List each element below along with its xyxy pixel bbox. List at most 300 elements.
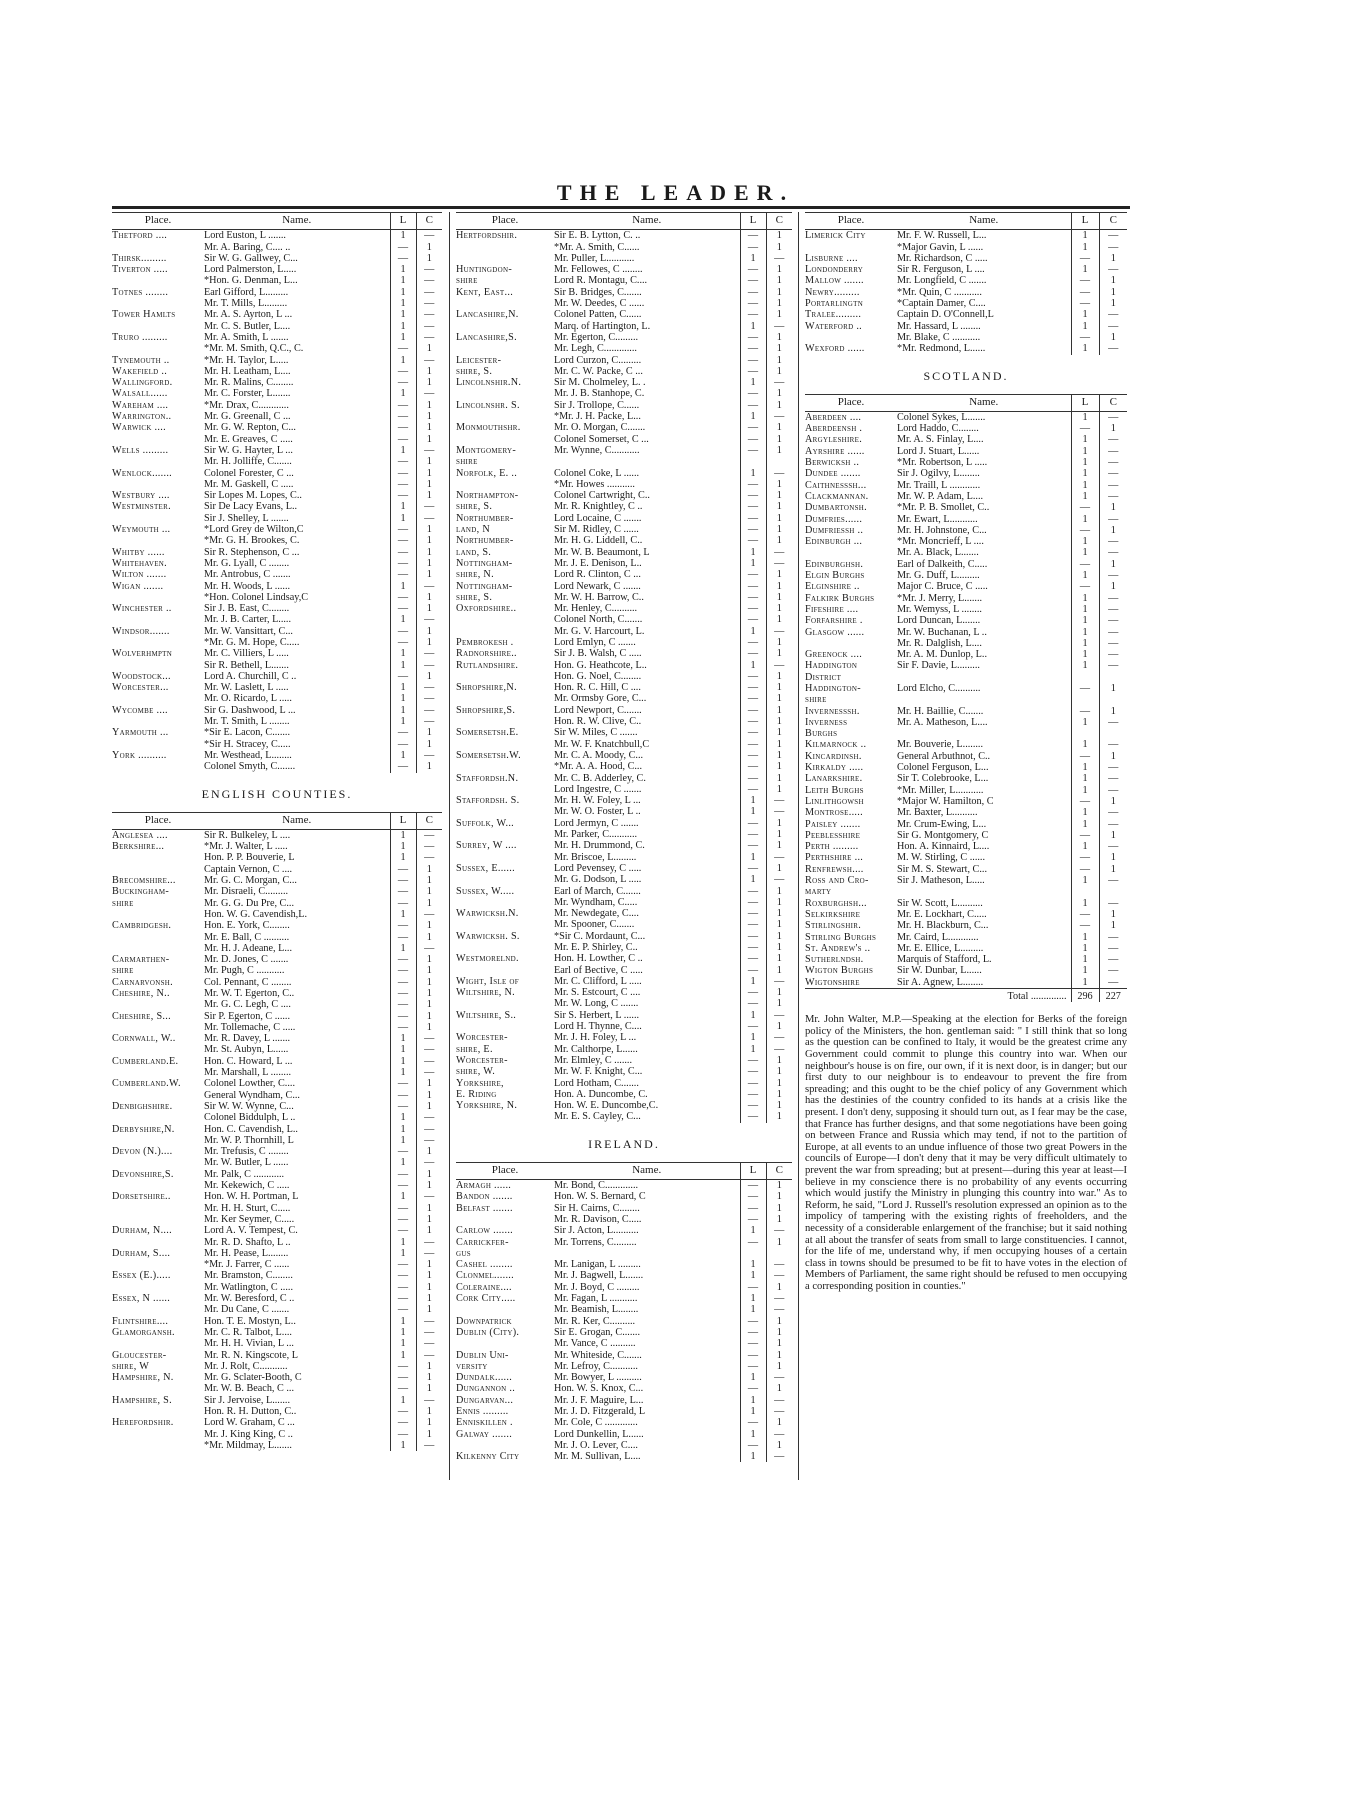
row-c: 1 (766, 886, 792, 897)
table-row (112, 727, 442, 738)
row-place: Galway ....... (456, 1428, 513, 1440)
table-row (456, 660, 792, 671)
table-row (112, 275, 442, 286)
row-c: 1 (766, 1417, 792, 1428)
row-c: — (1099, 977, 1127, 989)
table-row (112, 1191, 442, 1202)
row-c: — (1099, 242, 1127, 253)
table-row (805, 570, 1127, 581)
row-c (766, 1248, 792, 1259)
row-name: Mr. Trefusis, C ........ (204, 1146, 289, 1158)
row-l: — (740, 987, 766, 998)
row-place: Aberdeen .... (805, 411, 862, 423)
row-name: Mr. Crum-Ewing, L... (897, 818, 987, 830)
table-row (805, 446, 1127, 457)
table-row (805, 253, 1127, 264)
row-c: 1 (416, 1214, 442, 1225)
row-l: 1 (390, 705, 416, 716)
row-place: Lisburne .... (805, 252, 858, 264)
row-c: 1 (766, 1100, 792, 1111)
row-c: 1 (1099, 502, 1127, 513)
row-place: Wareham .... (112, 399, 169, 411)
row-c: 1 (766, 614, 792, 625)
row-c: — (1099, 547, 1127, 558)
row-name: Colonel Cartwright, C.. (554, 490, 650, 502)
row-place (112, 1044, 204, 1055)
row-c: — (416, 750, 442, 761)
row-name: Sir S. Herbert, L ...... (554, 1009, 640, 1021)
table-row (456, 953, 792, 964)
table-row (112, 693, 442, 704)
table-row (456, 1383, 792, 1394)
table-row (456, 874, 792, 885)
row-place: Wells ......... (112, 444, 169, 456)
row-name: Mr. W. F. Knight, C... (554, 1066, 643, 1078)
row-c: 1 (766, 998, 792, 1009)
table-row (112, 1112, 442, 1123)
row-name: *Mr. Quin, C ........... (897, 286, 982, 298)
row-name: Sir F. Davie, L......... (897, 660, 980, 672)
table-row (112, 739, 442, 750)
row-place: shire, E. (456, 1043, 493, 1055)
row-place: Worcester... (112, 682, 169, 694)
table-row (112, 1135, 442, 1146)
row-name: *Mr. J. Merry, L....... (897, 592, 983, 604)
row-l: 1 (390, 660, 416, 671)
row-c: — (1099, 593, 1127, 604)
row-c: — (766, 874, 792, 885)
row-place (456, 1214, 554, 1225)
row-l: — (740, 400, 766, 411)
row-c: — (416, 660, 442, 671)
table-row (805, 242, 1127, 253)
row-l: 1 (740, 1429, 766, 1440)
row-name: Mr. J. D. Fitzgerald, L (554, 1405, 646, 1417)
table-row (112, 1417, 442, 1428)
table-row (805, 932, 1127, 943)
row-place: Wiltshire, S.. (456, 1009, 517, 1021)
row-l: 1 (1071, 446, 1099, 457)
row-place (805, 638, 897, 649)
row-l: 1 (390, 298, 416, 309)
row-c: — (416, 501, 442, 512)
table-row (456, 1350, 792, 1361)
row-l: — (740, 434, 766, 445)
row-name: Colonel Lowther, C.... (204, 1078, 295, 1090)
table-row (112, 501, 442, 512)
row-c: — (416, 388, 442, 399)
row-l: 1 (740, 1044, 766, 1055)
row-l (1071, 728, 1099, 739)
row-name: *Mr. Miller, L........... (897, 784, 984, 796)
row-name: Colonel Sykes, L....... (897, 411, 986, 423)
row-l: — (740, 1417, 766, 1428)
table-row (456, 501, 792, 512)
table-row (805, 785, 1127, 796)
row-name: Mr. E. Ellice, L......... (897, 942, 984, 954)
row-place: Selkirkshire (805, 908, 861, 920)
header-name: Name. (204, 213, 390, 230)
row-place (112, 1090, 204, 1101)
row-place: land, N (456, 524, 490, 536)
table-row (456, 976, 792, 987)
row-c: — (1099, 343, 1127, 354)
row-l: — (740, 490, 766, 501)
table-row (805, 514, 1127, 525)
row-name: Mr. G. Greenall, C ... (204, 411, 291, 423)
row-place (112, 298, 204, 309)
row-place: Woodstock... (112, 670, 171, 682)
table-row (805, 275, 1127, 286)
row-place (456, 411, 554, 422)
row-l: — (390, 671, 416, 682)
row-place: Lincolnshr. S. (456, 399, 520, 411)
table-row (112, 920, 442, 931)
row-place: Worcester- (456, 1054, 508, 1066)
header-l: L (1071, 213, 1099, 230)
table-row (456, 569, 792, 580)
table-row (112, 1203, 442, 1214)
row-name: Lord H. Thynne, C.... (554, 1021, 642, 1033)
table-row (456, 524, 792, 535)
row-place: Westbury .... (112, 490, 170, 502)
table-row (456, 479, 792, 490)
row-place: Flintshire.... (112, 1315, 169, 1327)
row-place: Whitehaven. (112, 557, 167, 569)
row-c: — (416, 1395, 442, 1406)
row-l: 1 (1071, 615, 1099, 626)
row-l: 1 (390, 309, 416, 320)
row-place: Peeblesshire (805, 829, 861, 841)
row-c: — (416, 1112, 442, 1123)
row-name: Colonel Somerset, C ... (554, 433, 649, 445)
table-row (112, 1033, 442, 1044)
row-name: *Sir H. Stracey, C..... (204, 738, 291, 750)
table-row (805, 751, 1127, 762)
row-name: Lord Palmerston, L..... (204, 264, 297, 276)
table-row (112, 1270, 442, 1281)
row-l: 1 (390, 287, 416, 298)
table-row (805, 343, 1127, 354)
row-place (456, 942, 554, 953)
row-place: Wigton Burghs (805, 965, 874, 977)
row-l: — (740, 897, 766, 908)
row-name: Mr. Whiteside, C....... (554, 1349, 642, 1361)
table-row (805, 672, 1127, 683)
row-l: — (390, 875, 416, 886)
row-l: 1 (740, 1304, 766, 1315)
table-row (805, 762, 1127, 773)
row-c (766, 456, 792, 467)
row-c: — (416, 581, 442, 592)
table-row (456, 1361, 792, 1372)
row-l: — (740, 886, 766, 897)
row-c: 1 (416, 932, 442, 943)
header-place: Place. (805, 394, 897, 411)
row-name: Sir Lopes M. Lopes, C.. (204, 490, 302, 502)
row-c: 1 (416, 468, 442, 479)
row-c: 1 (1099, 559, 1127, 570)
table-row (456, 253, 792, 264)
row-place: Wiltshire, N. (456, 987, 515, 999)
row-name: Mr. M. Sullivan, L.... (554, 1451, 641, 1463)
row-c (1099, 728, 1127, 739)
table-row (112, 852, 442, 863)
row-name: Mr. R. N. Kingscote, L (204, 1349, 298, 1361)
table-row (112, 479, 442, 490)
row-place: Wilton ....... (112, 569, 167, 581)
table-row (112, 1101, 442, 1112)
row-l: 1 (390, 693, 416, 704)
row-place: Linlithgowsh (805, 795, 864, 807)
boroughs-table (112, 212, 442, 773)
row-c: 1 (1099, 525, 1127, 536)
row-place (456, 614, 554, 625)
row-c: — (416, 1124, 442, 1135)
table-row (805, 796, 1127, 807)
row-name: *Lord Grey de Wilton,C (204, 524, 304, 536)
row-place (112, 1112, 204, 1123)
row-c: — (416, 1191, 442, 1202)
row-c: 1 (416, 1304, 442, 1315)
row-c: 1 (416, 422, 442, 433)
row-l: — (390, 422, 416, 433)
row-c: — (1099, 739, 1127, 750)
row-l: — (740, 1327, 766, 1338)
row-c (1099, 672, 1127, 683)
row-name: Mr. Tollemache, C ..... (204, 1021, 296, 1033)
row-l: 1 (1071, 264, 1099, 275)
row-place: Wigtonshire (805, 976, 860, 988)
row-place: Fifeshire .... (805, 603, 859, 615)
row-l: — (390, 1090, 416, 1101)
row-place (112, 614, 204, 625)
row-name: Mr. Wynne, C........... (554, 444, 640, 456)
row-name: Sir G. Dashwood, L ... (204, 704, 296, 716)
row-place: Warwick .... (112, 422, 166, 434)
table-row (112, 355, 442, 366)
row-l: — (1071, 706, 1099, 717)
row-place: Cork City..... (456, 1293, 516, 1305)
row-c: — (416, 309, 442, 320)
row-name: Mr. G. C. Morgan, C... (204, 875, 297, 887)
row-name: Mr. C. B. Adderley, C. (554, 772, 646, 784)
row-name: Sir M. S. Stewart, C... (897, 863, 987, 875)
table-row (805, 491, 1127, 502)
row-place: Dumbartonsh. (805, 502, 867, 514)
ireland-continued-table (805, 212, 1127, 355)
row-name: Marquis of Stafford, L. (897, 954, 992, 966)
row-name: *Mr. A. Smith, C...... (554, 241, 640, 253)
row-place: Tiverton ..... (112, 264, 168, 276)
row-l: — (740, 682, 766, 693)
row-c: 1 (416, 626, 442, 637)
row-l: 1 (390, 1033, 416, 1044)
row-l: — (740, 230, 766, 242)
row-name: Mr. W. Vansittart, C... (204, 625, 293, 637)
table-row (805, 875, 1127, 886)
table-row (456, 1203, 792, 1214)
table-row (456, 1078, 792, 1089)
row-l: 1 (740, 377, 766, 388)
table-row (805, 830, 1127, 841)
row-name: Sir W. Scott, L.......... (897, 897, 983, 909)
row-place: Enniskillen . (456, 1417, 513, 1429)
table-row (112, 1259, 442, 1270)
row-place: Wight, Isle of (456, 975, 519, 987)
row-l: — (1071, 275, 1099, 286)
row-c: 1 (416, 377, 442, 388)
row-l: — (740, 309, 766, 320)
row-name: Sir W. Dunbar, L...... (897, 965, 982, 977)
row-c: 1 (766, 388, 792, 399)
row-l: — (740, 501, 766, 512)
table-row (456, 1066, 792, 1077)
row-l: 1 (1071, 943, 1099, 954)
row-name: Colonel Patten, C...... (554, 309, 642, 321)
row-c: — (766, 1225, 792, 1236)
row-l: — (390, 864, 416, 875)
row-c: 1 (1099, 683, 1127, 694)
row-c: 1 (766, 840, 792, 851)
row-c: 1 (766, 366, 792, 377)
row-l: — (740, 829, 766, 840)
row-name: Earl of Dalkeith, C..... (897, 558, 988, 570)
row-l: — (1071, 423, 1099, 434)
row-l: 1 (390, 1157, 416, 1168)
row-place (112, 999, 204, 1010)
row-c: 1 (766, 1055, 792, 1066)
row-place (112, 693, 204, 704)
row-l: — (740, 818, 766, 829)
row-name: Mr. R. Malins, C........ (204, 377, 294, 389)
row-name: Mr. G. W. Repton, C... (204, 422, 296, 434)
row-c: — (1099, 875, 1127, 886)
row-l: — (390, 1282, 416, 1293)
row-name: General Wyndham, C... (204, 1089, 300, 1101)
header-name: Name. (897, 213, 1071, 230)
row-name: Mr. Westhead, L........ (204, 749, 292, 761)
table-row (805, 457, 1127, 468)
row-place (112, 909, 204, 920)
row-name (897, 694, 1071, 705)
total-row (805, 989, 1127, 1003)
row-l: — (390, 603, 416, 614)
row-place: Wexford ...... (805, 343, 865, 355)
table-row (112, 298, 442, 309)
row-l: — (390, 366, 416, 377)
row-name: Mr. Briscoe, L......... (554, 851, 637, 863)
table-row (112, 400, 442, 411)
row-name: Mr. T. Mills, L......... (204, 298, 288, 310)
row-place: Newry......... (805, 286, 860, 298)
row-place (112, 1429, 204, 1440)
row-name: Hon. G. Noel, C........ (554, 670, 642, 682)
table-row (805, 434, 1127, 445)
row-c: 1 (416, 739, 442, 750)
table-row (112, 1090, 442, 1101)
row-name: Hon. H. Lowther, C .. (554, 953, 643, 965)
table-row (456, 829, 792, 840)
row-c: — (766, 377, 792, 388)
row-l: — (390, 761, 416, 772)
row-l: — (740, 750, 766, 761)
row-place (805, 332, 897, 343)
row-place (456, 761, 554, 772)
row-l: 1 (390, 355, 416, 366)
row-name: Sir J. Ogilvy, L........ (897, 468, 980, 480)
row-l: — (390, 1022, 416, 1033)
row-l: 1 (390, 445, 416, 456)
table-row (456, 343, 792, 354)
row-c: 1 (416, 1180, 442, 1191)
table-row (456, 773, 792, 784)
table-row (112, 1338, 442, 1349)
row-l: 1 (1071, 841, 1099, 852)
row-place (112, 535, 204, 546)
row-c: 1 (416, 479, 442, 490)
row-place: Westminster. (112, 501, 171, 513)
row-place (112, 1383, 204, 1394)
row-l: 1 (390, 841, 416, 852)
table-row (805, 615, 1127, 626)
row-l: 1 (1071, 480, 1099, 491)
row-name: Colonel North, C....... (554, 614, 643, 626)
row-c: 1 (416, 1169, 442, 1180)
row-name: Hon. W. S. Knox, C... (554, 1383, 644, 1395)
row-c: 1 (766, 818, 792, 829)
row-name: Mr. Bond, C............. (554, 1180, 639, 1192)
row-c: 1 (766, 637, 792, 648)
row-place: Leith Burghs (805, 784, 864, 796)
row-place (456, 343, 554, 354)
row-place: Dungannon .. (456, 1383, 516, 1395)
row-l: — (390, 400, 416, 411)
table-row (456, 1406, 792, 1417)
row-l: — (740, 1383, 766, 1394)
row-place: Wolverhmptn (112, 648, 173, 660)
row-name: Mr. C. Villiers, L ..... (204, 648, 289, 660)
row-l: — (390, 1169, 416, 1180)
row-name: Mr. W. T. Egerton, C.. (204, 988, 295, 999)
row-name: Mr. Bouverie, L........ (897, 739, 984, 751)
table-row (112, 1282, 442, 1293)
row-name: Sir J. Jervoise, L....... (204, 1394, 291, 1406)
row-place: shire, S. (456, 365, 493, 377)
row-c: — (416, 682, 442, 693)
row-place (112, 242, 204, 253)
row-l: — (740, 1100, 766, 1111)
row-c: — (416, 513, 442, 524)
row-name: Colonel Biddulph, L .. (204, 1112, 296, 1124)
row-c: — (766, 852, 792, 863)
table-row (456, 1429, 792, 1440)
row-c: 1 (1099, 909, 1127, 920)
row-place: Perthshire ... (805, 852, 864, 864)
table-row (456, 1395, 792, 1406)
row-l: 1 (740, 468, 766, 479)
table-row (456, 908, 792, 919)
row-name: Hon. T. E. Mostyn, L.. (204, 1315, 296, 1327)
row-name: Mr. E. Greaves, C ..... (204, 433, 293, 445)
row-l: 1 (740, 1010, 766, 1021)
row-name: Mr. H. G. Liddell, C.. (554, 535, 643, 547)
row-c: — (1099, 660, 1127, 671)
table-row (456, 1044, 792, 1055)
row-place: Forfarshire . (805, 615, 863, 627)
row-place: Cumberland.W. (112, 1078, 181, 1090)
row-place: Edinburghsh. (805, 558, 864, 570)
